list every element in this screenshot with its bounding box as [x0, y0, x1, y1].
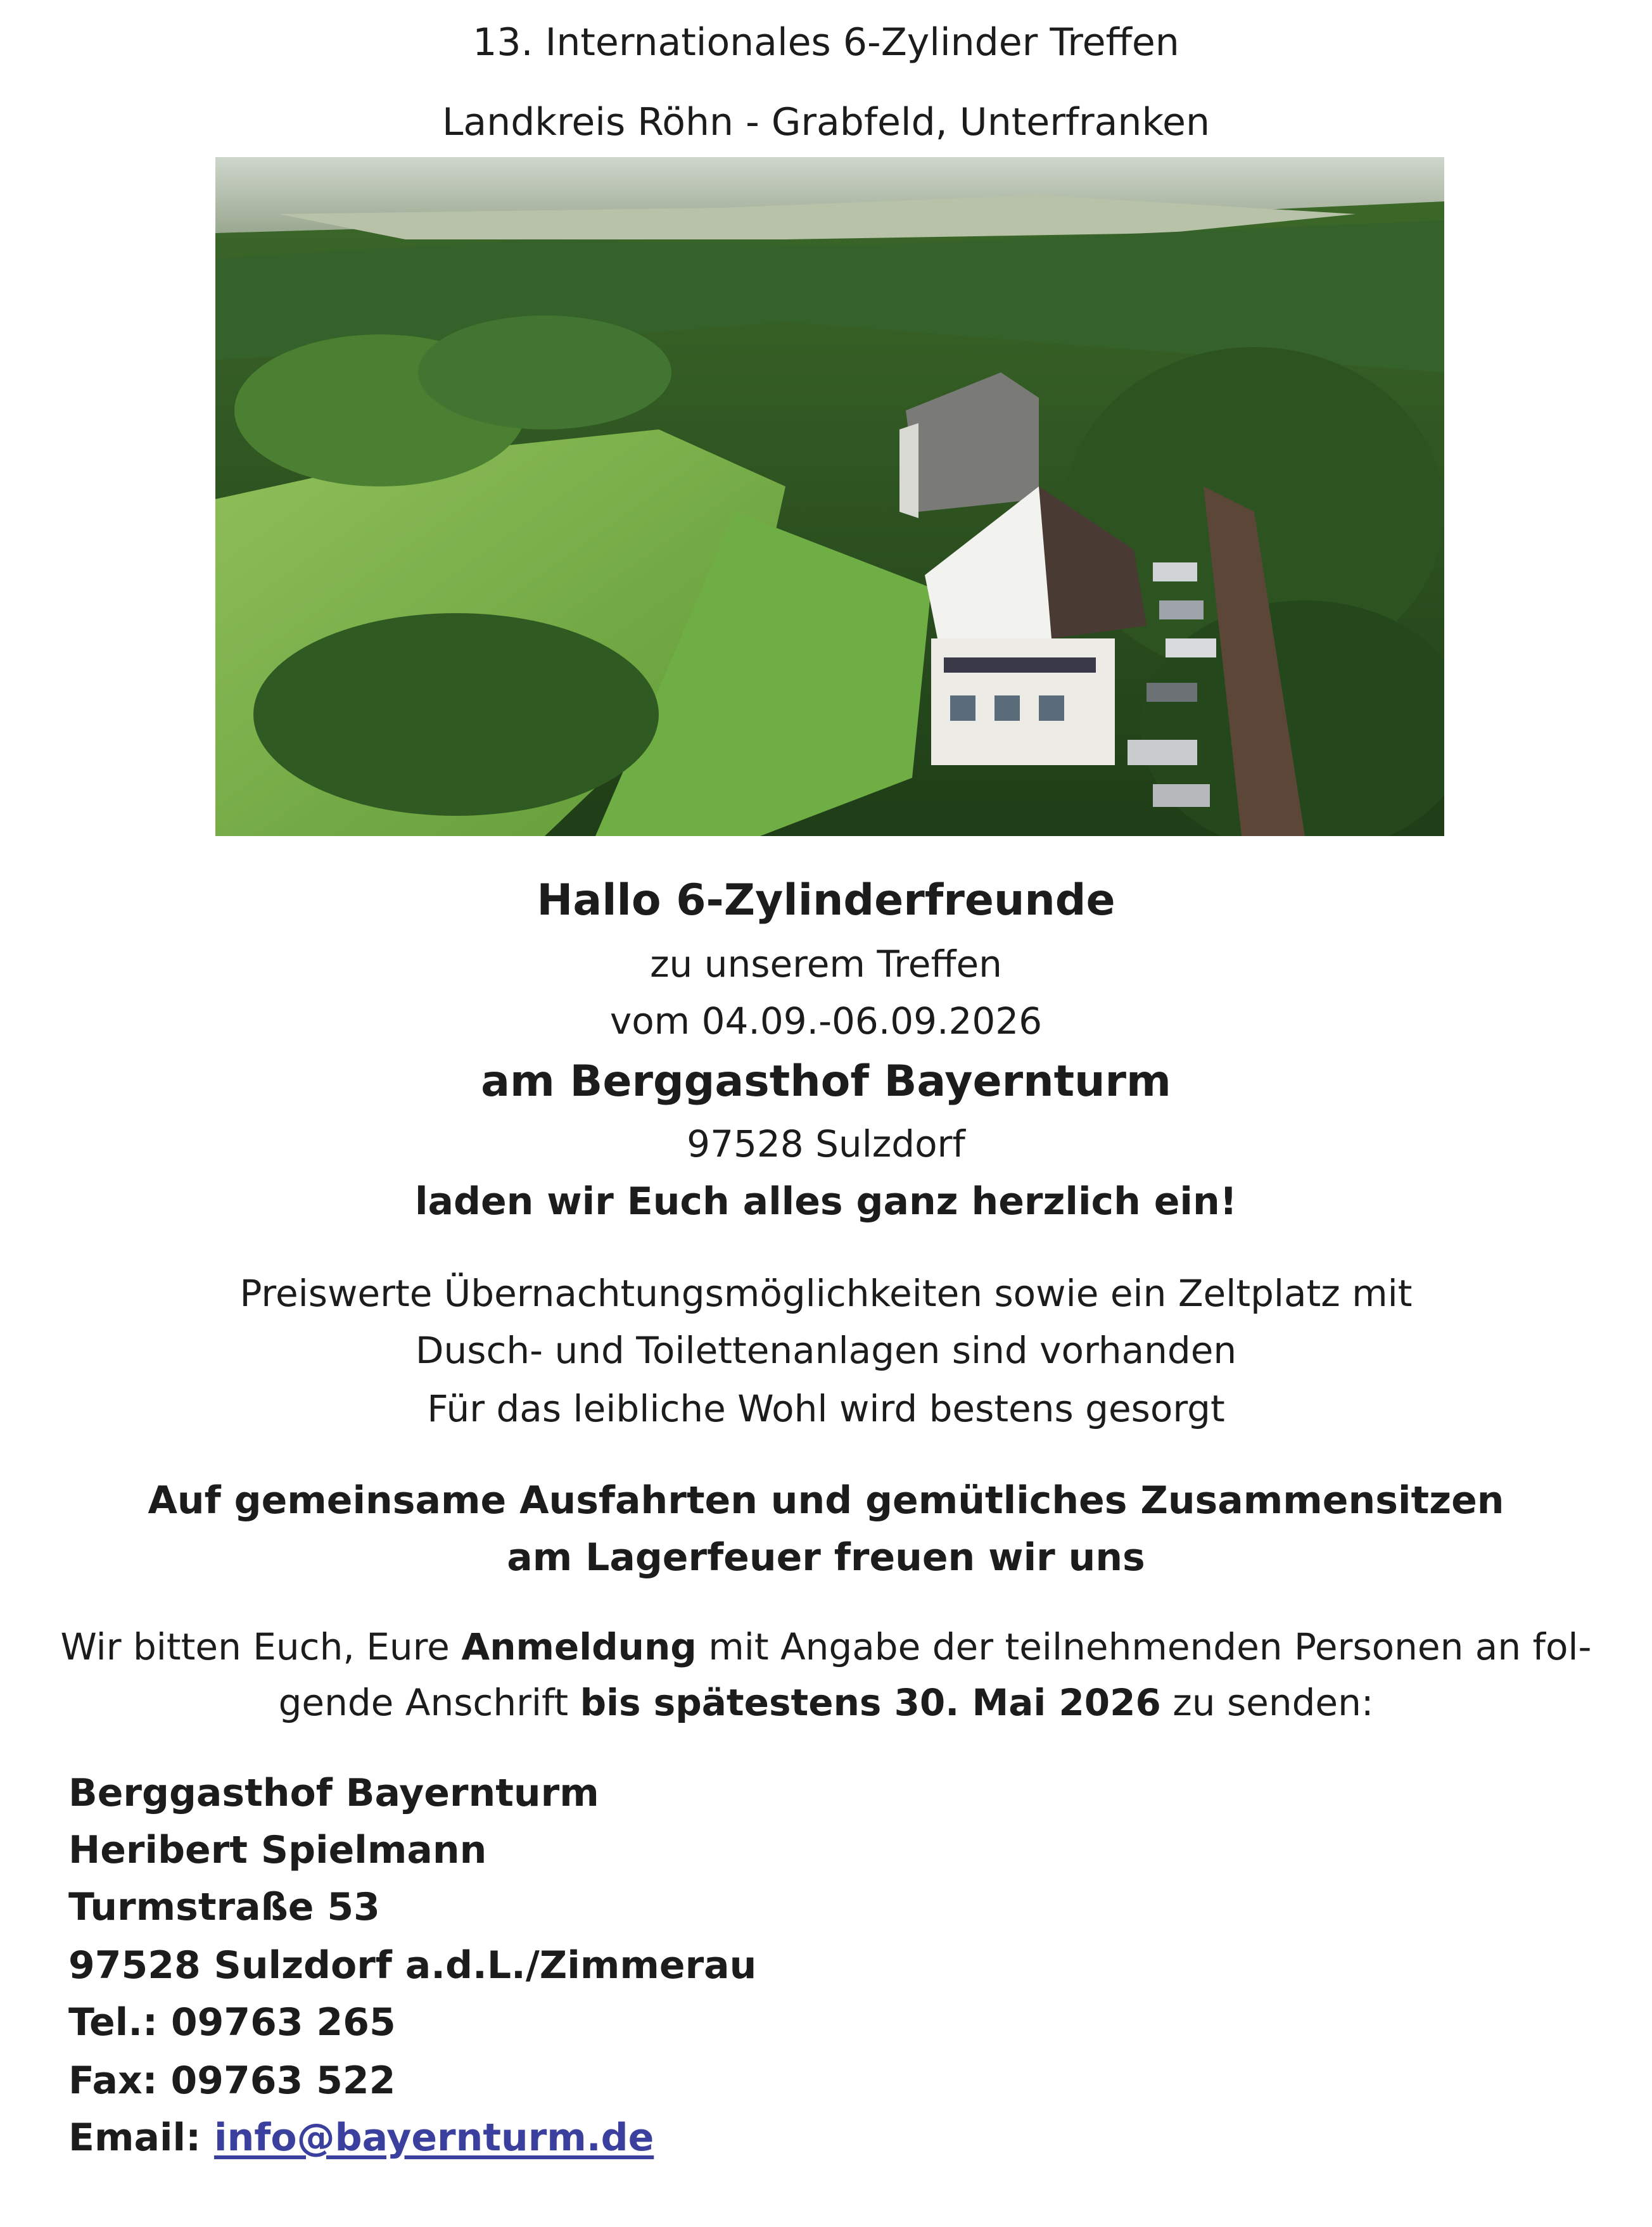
email-label: Email:	[68, 2116, 215, 2160]
greeting-heading: Hallo 6-Zylinderfreunde	[537, 875, 1115, 925]
registration-text: mit Angabe der teilnehmenden Personen an fol-	[696, 1625, 1592, 1668]
address-name: Berggasthof Bayernturm	[68, 1771, 599, 1815]
amenities-line-3: Für das leibliche Wohl wird bestens gesorgt	[427, 1387, 1225, 1430]
registration-line-1	[0, 1625, 1652, 1668]
address-fax: Fax: 09763 522	[68, 2059, 396, 2103]
registration-text: zu senden:	[1160, 1681, 1374, 1724]
amenities-line-2: Dusch- und Toilettenanlagen sind vorhanden	[415, 1329, 1237, 1372]
address-contact: Heribert Spielmann	[68, 1828, 487, 1872]
header-subtitle: Landkreis Röhn - Grabfeld, Unterfranken	[442, 100, 1210, 144]
venue-heading: am Berggasthof Bayernturm	[481, 1056, 1171, 1107]
registration-text: Wir bitten Euch, Eure	[60, 1625, 462, 1668]
registration-keyword: Anmeldung	[461, 1625, 697, 1668]
address-city: 97528 Sulzdorf a.d.L./Zimmerau	[68, 1943, 757, 1988]
meeting-dates: vom 04.09.-06.09.2026	[609, 999, 1043, 1043]
registration-line-2	[0, 1681, 1652, 1724]
address-street: Turmstraße 53	[68, 1885, 380, 1929]
registration-deadline: bis spätestens 30. Mai 2026	[580, 1681, 1161, 1724]
address-phone: Tel.: 09763 265	[68, 2000, 396, 2045]
registration-text: gende Anschrift	[278, 1681, 580, 1724]
aerial-photo	[215, 157, 1444, 836]
activities-line-2: am Lagerfeuer freuen wir uns	[507, 1535, 1145, 1580]
venue-postal: 97528 Sulzdorf	[687, 1122, 965, 1165]
address-email-row	[68, 2116, 654, 2160]
header-title: 13. Internationales 6-Zylinder Treffen	[473, 20, 1179, 65]
activities-line-1: Auf gemeinsame Ausfahrten und gemütliches Zusammensitzen	[148, 1478, 1504, 1523]
email-link[interactable]: info@bayernturm.de	[214, 2116, 654, 2160]
amenities-line-1: Preiswerte Übernachtungsmöglichkeiten sowie ein Zeltplatz mit	[239, 1272, 1413, 1315]
meeting-text: zu unserem Treffen	[650, 942, 1002, 986]
invite-line: laden wir Euch alles ganz herzlich ein!	[414, 1179, 1238, 1224]
